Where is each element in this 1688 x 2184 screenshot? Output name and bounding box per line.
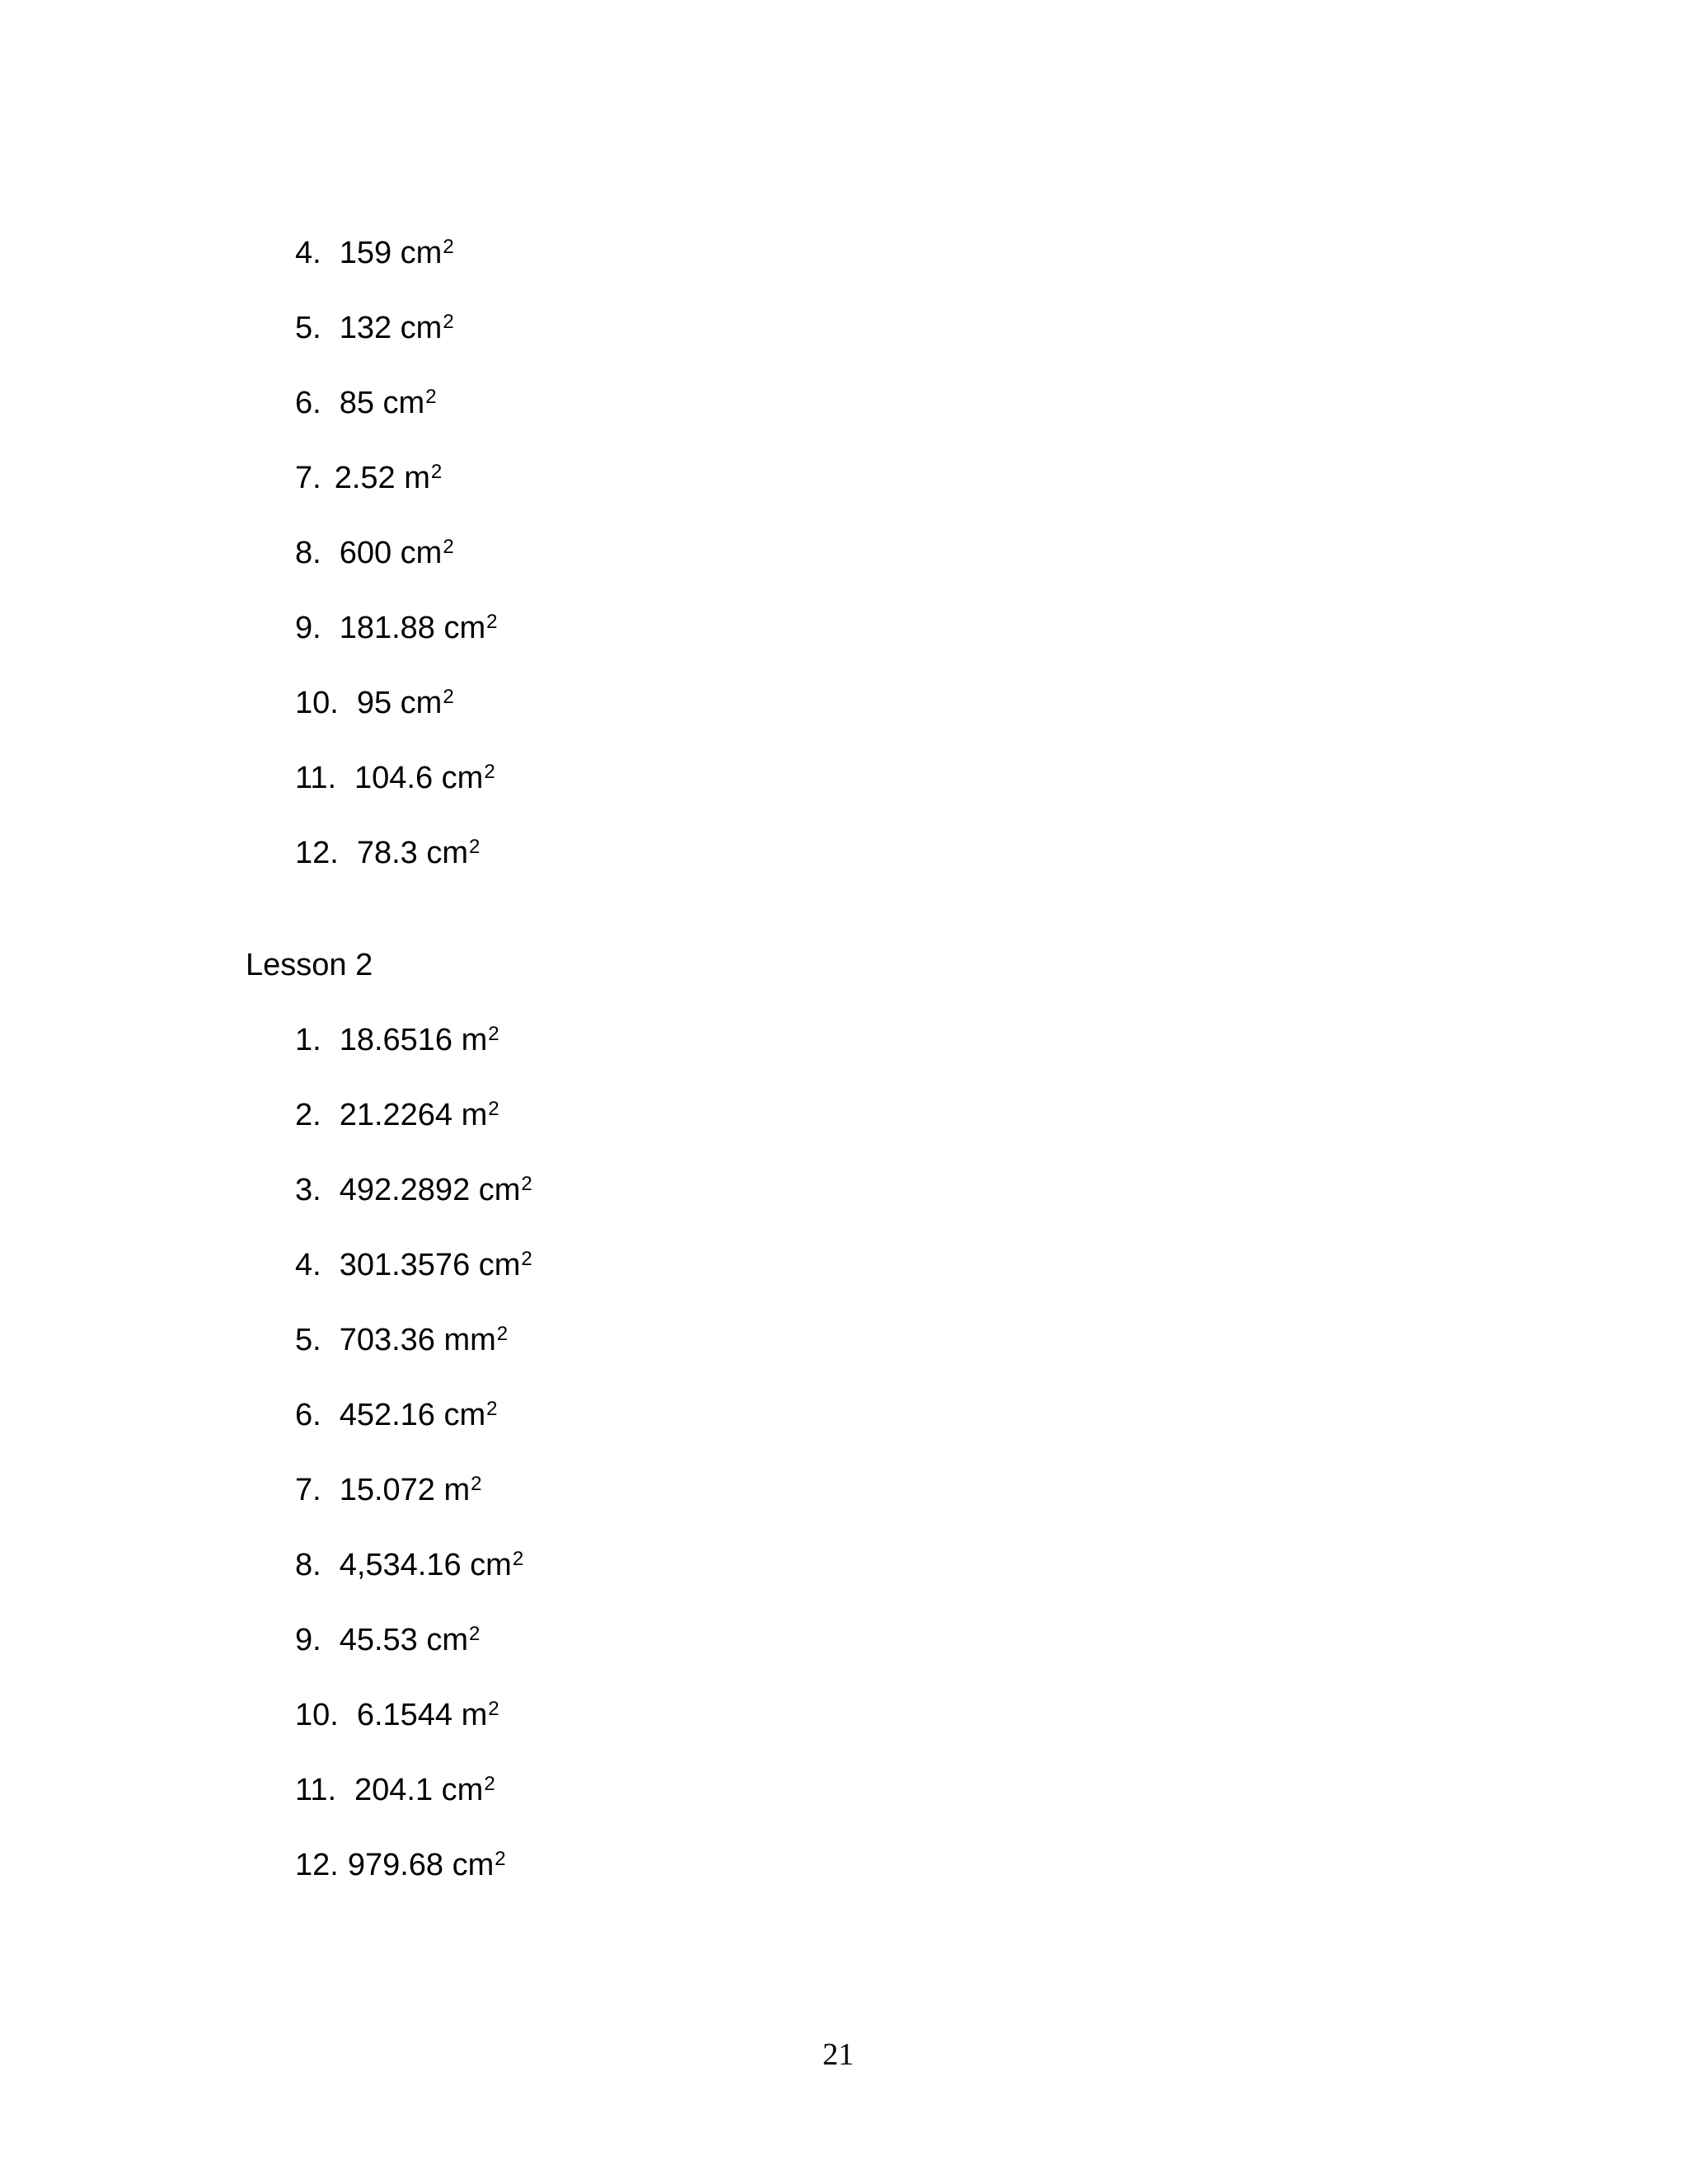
answer-value: 979.68 cm (347, 1848, 495, 1882)
answer-value: 703.36 mm (339, 1323, 496, 1357)
answer-value: 204.1 cm (354, 1773, 484, 1807)
answer-number: 11. (295, 761, 337, 795)
answer-exponent: 2 (488, 1698, 499, 1720)
answer-exponent: 2 (486, 1398, 498, 1420)
answer-value: 132 cm (339, 311, 443, 345)
answer-item (295, 1096, 499, 1134)
answer-item (295, 834, 480, 872)
answer-exponent: 2 (496, 1323, 509, 1345)
answer-value: 492.2892 cm (339, 1173, 521, 1207)
answer-item (295, 234, 454, 272)
answer-value: 104.6 cm (354, 761, 484, 795)
answer-number: 6. (295, 1398, 321, 1432)
section-heading: Lesson 2 (246, 948, 373, 982)
answer-value: 301.3576 cm (339, 1248, 521, 1282)
answer-number: 9. (295, 611, 321, 645)
answer-number: 3. (295, 1173, 321, 1207)
answer-exponent: 2 (488, 1098, 499, 1120)
answer-number: 8. (295, 1548, 321, 1582)
answer-exponent: 2 (443, 536, 454, 558)
answer-number: 1. (295, 1023, 321, 1057)
answer-value: 95 cm (356, 686, 443, 720)
answer-item (295, 1396, 498, 1434)
answer-value: 181.88 cm (339, 611, 486, 645)
page-number: 21 (823, 2037, 854, 2072)
answer-value: 15.072 m (339, 1473, 471, 1507)
answer-item (295, 1846, 506, 1884)
answer-item (295, 609, 498, 647)
answer-number: 2. (295, 1098, 321, 1132)
answer-item (295, 384, 437, 422)
answer-exponent: 2 (443, 236, 454, 258)
answer-item (295, 1621, 480, 1659)
answer-value: 45.53 cm (339, 1623, 469, 1657)
answer-number: 11. (295, 1773, 337, 1807)
answer-exponent: 2 (512, 1548, 524, 1570)
answer-exponent: 2 (425, 386, 437, 408)
answer-number: 5. (295, 311, 321, 345)
answer-exponent: 2 (443, 311, 454, 333)
answer-value: 4,534.16 cm (339, 1548, 512, 1582)
answer-item (295, 534, 454, 572)
answer-number: 7. (295, 461, 321, 495)
answer-number: 6. (295, 386, 321, 420)
answer-value: 18.6516 m (339, 1023, 488, 1057)
answer-exponent: 2 (430, 461, 443, 483)
answer-number: 12. (295, 1848, 339, 1882)
answer-item (295, 309, 454, 347)
answer-exponent: 2 (471, 1473, 482, 1495)
answer-item (295, 1246, 532, 1284)
answer-number: 9. (295, 1623, 321, 1657)
answer-value: 600 cm (339, 536, 443, 570)
answer-number: 10. (295, 686, 339, 720)
answer-number: 5. (295, 1323, 321, 1357)
answer-number: 10. (295, 1698, 339, 1732)
answer-number: 7. (295, 1473, 321, 1507)
answer-exponent: 2 (495, 1848, 506, 1870)
answer-exponent: 2 (521, 1248, 532, 1270)
answer-item (295, 1771, 495, 1809)
answer-value: 452.16 cm (339, 1398, 486, 1432)
answer-item (295, 1471, 482, 1509)
answer-value: 21.2264 m (339, 1098, 488, 1132)
answer-number: 12. (295, 836, 339, 870)
answer-value: 85 cm (339, 386, 425, 420)
answer-value: 78.3 cm (356, 836, 468, 870)
answer-item (295, 1021, 499, 1059)
answer-exponent: 2 (484, 761, 495, 783)
answer-number: 4. (295, 236, 321, 270)
answer-item (295, 684, 454, 722)
answer-value: 159 cm (339, 236, 443, 270)
answer-number: 4. (295, 1248, 321, 1282)
answer-exponent: 2 (486, 611, 498, 633)
answer-value: 2.52 m (334, 461, 430, 495)
answer-value: 6.1544 m (356, 1698, 488, 1732)
answer-item (295, 1696, 499, 1734)
answer-item (295, 459, 442, 497)
answer-item (295, 1546, 523, 1584)
answer-exponent: 2 (484, 1773, 495, 1795)
answer-exponent: 2 (521, 1173, 532, 1195)
answer-item (295, 1321, 508, 1359)
answer-exponent: 2 (443, 686, 454, 708)
answer-exponent: 2 (469, 836, 481, 858)
answer-item (295, 1171, 532, 1209)
answer-exponent: 2 (488, 1023, 499, 1045)
answer-number: 8. (295, 536, 321, 570)
answer-exponent: 2 (469, 1623, 481, 1645)
answer-item (295, 759, 495, 797)
